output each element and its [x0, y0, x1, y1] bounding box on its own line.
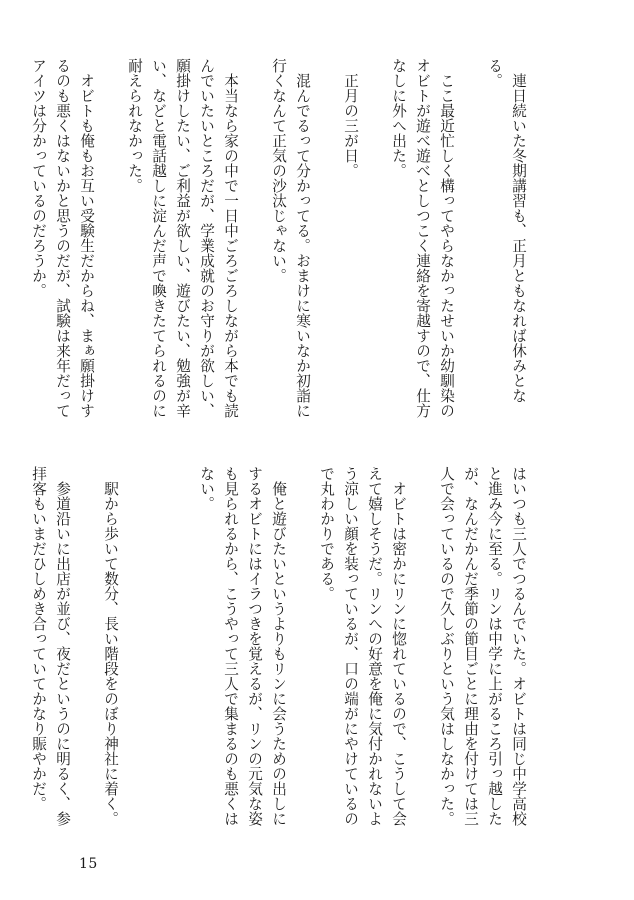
paragraph: 正月の三が日。 [342, 58, 359, 178]
paragraph: ここ最近忙しく構ってやらなかったせいか幼馴染のオビトが遊べ遊べとしつこく連絡を寄越すので、仕方なしに外へ出た。 [390, 58, 455, 418]
text-tier-top [30, 58, 554, 418]
paragraph: オビトは密かにリンに惚れているので、こうして会えて嬉しそうだ。リンへの好意を俺に気付かれないよう涼しい顔を装っているが、口の端がにやけているので丸わかりである。 [318, 466, 407, 826]
paragraph: 連日続いた冬期講習も、正月ともなれば休みとなる。 [486, 58, 527, 403]
paragraph: 本当なら家の中で一日中ごろごろしながら本でも読んでいたいところだが、学業成就のお守りが欲しい、願掛けしたい、ご利益が欲しい、遊びたい、勉強が辛い、などと電話越しに淀んだ声で喚きたてられるのに耐えられなかった。 [126, 58, 239, 418]
paragraph [0, 466, 2, 836]
text-tier-bottom [30, 466, 554, 836]
paragraph: オビトも俺もお互い受験生だからね、まぁ願掛けするのも悪くはないかと思うのだが、試験は来年だってアイツは分かっているのだろうか。 [30, 58, 95, 418]
page-number: 15 [79, 856, 98, 872]
blank-line [0, 58, 2, 418]
paragraph: 混んでるって分かってる。おまけに寒いなか初詣に行くなんて正気の沙汰じゃない。 [270, 58, 311, 418]
paragraph: はいつも三人でつるんでいた。オビトは同じ中学高校と進み今に至る。リンは中学に上がるころ引っ越したが、なんだかんだ季節の節目ごとに理由を付けては三人で会っているので久しぶりという気はしなかった。 [438, 466, 527, 826]
blank-line [146, 466, 170, 836]
paragraph: 俺と遊びたいというよりもリンに会うための出しにするオビトにはイラつきを覚えるが、リンの元気な姿も見られるから、こうやって三人で集まるのも悪くはない。 [198, 466, 287, 826]
paragraph: 駅から歩いて数分、長い階段をのぼり神社に着く。 [102, 466, 119, 826]
paragraph: 参道沿いに出店が並び、夜だというのに明るく、参拝客もいまだひしめき合っていてかなり賑やかだ。 [30, 466, 71, 826]
